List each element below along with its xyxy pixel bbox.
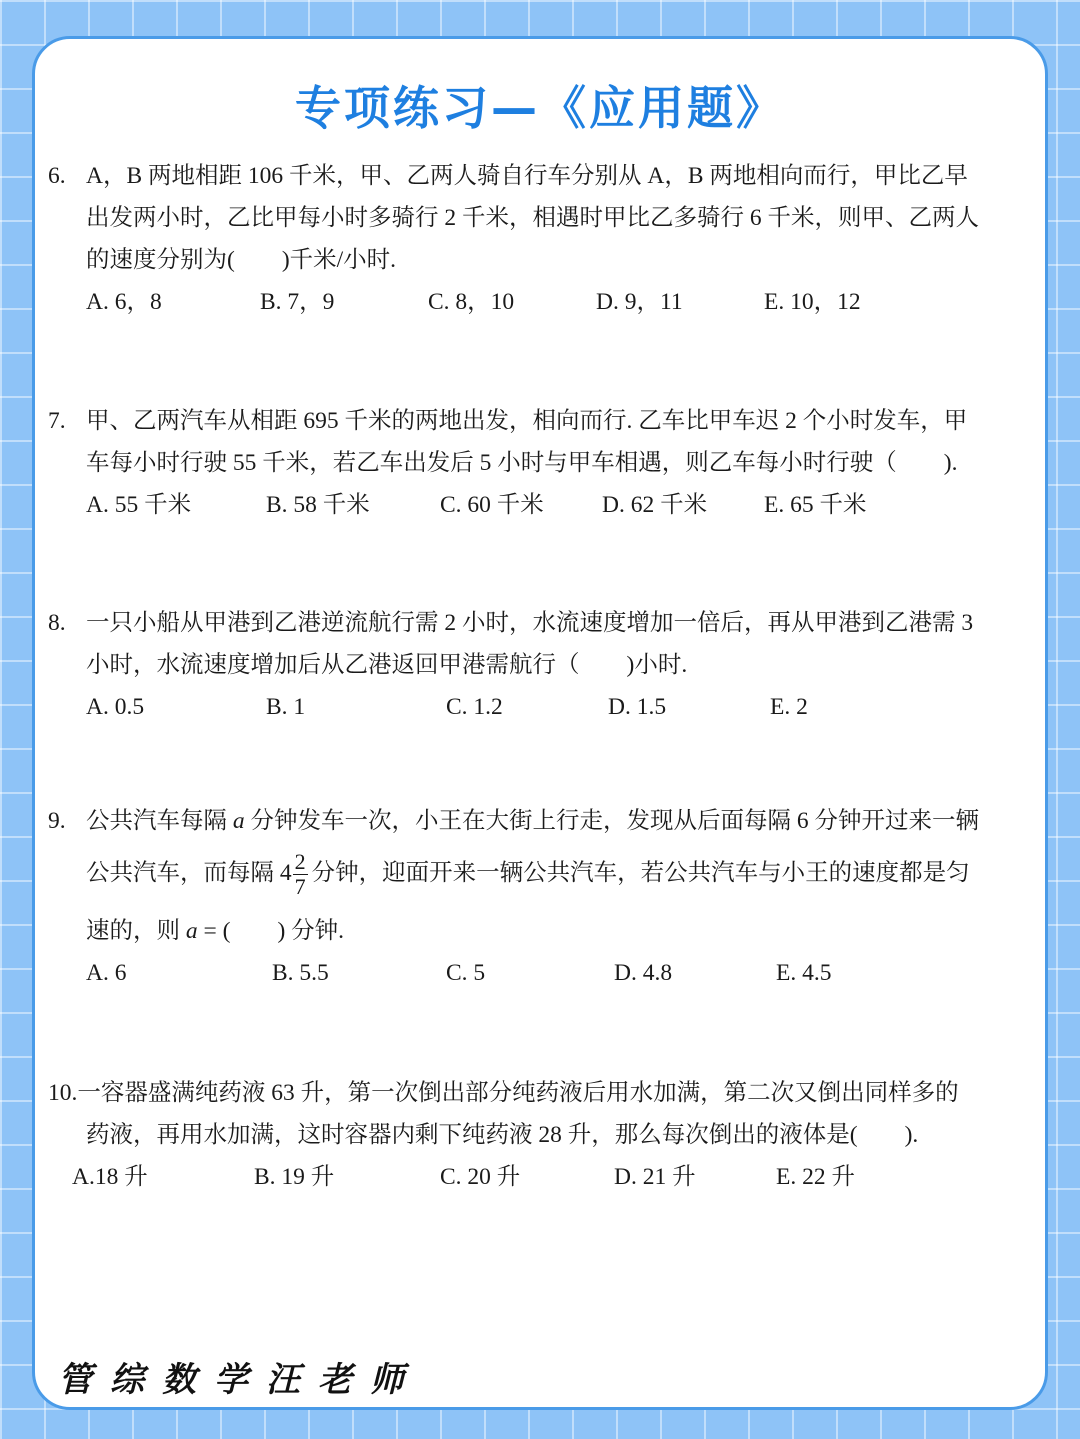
- question-number: 8.: [48, 610, 66, 636]
- option-b[interactable]: B. 7，9: [260, 289, 335, 315]
- options-row: [48, 952, 1038, 994]
- question-text-line: 药液，再用水加满，这时容器内剩下纯药液 28 升，那么每次倒出的液体是( ).: [86, 1122, 919, 1148]
- option-a[interactable]: A. 6: [86, 960, 127, 986]
- question-7: [48, 400, 1038, 526]
- question-number: 10.: [48, 1080, 78, 1106]
- options-row: [48, 1156, 1038, 1198]
- question-text-part: 速的，则: [86, 918, 186, 944]
- option-e[interactable]: E. 2: [770, 694, 808, 720]
- question-text-part: = ( ) 分钟.: [197, 918, 345, 944]
- option-a[interactable]: A. 0.5: [86, 694, 145, 720]
- question-text-line: 小时，水流速度增加后从乙港返回甲港需航行（ )小时.: [86, 652, 688, 678]
- option-c[interactable]: C. 1.2: [446, 694, 503, 720]
- fraction: [293, 850, 308, 899]
- option-d[interactable]: D. 4.8: [614, 960, 673, 986]
- option-e[interactable]: E. 10，12: [764, 289, 861, 315]
- option-b[interactable]: B. 1: [266, 694, 306, 720]
- author-signature: 管综数学汪老师: [58, 1360, 422, 1400]
- question-text-line: 一容器盛满纯药液 63 升，第一次倒出部分纯药液后用水加满，第二次又倒出同样多的: [77, 1080, 959, 1106]
- question-text-part: 公共汽车，而每隔 4: [86, 860, 292, 886]
- question-text-part: 公共汽车每隔: [86, 808, 233, 834]
- question-9: [48, 800, 1038, 994]
- question-number: 7.: [48, 408, 66, 434]
- question-text-line: 车每小时行驶 55 千米，若乙车出发后 5 小时与甲车相遇，则乙车每小时行驶（ ).: [86, 450, 958, 476]
- question-6: [48, 155, 1038, 323]
- option-e[interactable]: E. 22 升: [776, 1164, 855, 1190]
- question-text-part: 分钟发车一次，小王在大街上行走，发现从后面每隔 6 分钟开过来一辆: [244, 808, 979, 834]
- option-e[interactable]: E. 4.5: [776, 960, 832, 986]
- option-c[interactable]: C. 5: [446, 960, 486, 986]
- option-d[interactable]: D. 21 升: [614, 1164, 696, 1190]
- fraction-denominator: 7: [294, 874, 306, 900]
- variable-a: a: [232, 808, 245, 834]
- question-text-line: 的速度分别为( )千米/小时.: [86, 247, 397, 273]
- option-b[interactable]: B. 19 升: [254, 1164, 335, 1190]
- question-number: 9.: [48, 808, 66, 834]
- option-a[interactable]: A. 6，8: [86, 289, 162, 315]
- option-a[interactable]: A.18 升: [72, 1164, 148, 1190]
- page-title: 专项练习—《应用题》: [295, 81, 785, 135]
- option-b[interactable]: B. 5.5: [272, 960, 329, 986]
- option-d[interactable]: D. 9，11: [596, 289, 683, 315]
- option-c[interactable]: C. 8，10: [428, 289, 515, 315]
- question-text-part: 分钟，迎面开来一辆公共汽车，若公共汽车与小王的速度都是匀: [311, 860, 970, 886]
- options-row: [48, 484, 1038, 526]
- option-b[interactable]: B. 58 千米: [266, 492, 370, 518]
- question-text-line: A，B 两地相距 106 千米，甲、乙两人骑自行车分别从 A，B 两地相向而行，甲比乙早: [86, 163, 968, 189]
- option-a[interactable]: A. 55 千米: [86, 492, 192, 518]
- question-text-line: 一只小船从甲港到乙港逆流航行需 2 小时，水流速度增加一倍后，再从甲港到乙港需 3: [86, 610, 974, 636]
- option-d[interactable]: D. 1.5: [608, 694, 667, 720]
- option-c[interactable]: C. 20 升: [440, 1164, 521, 1190]
- question-10: [48, 1072, 1038, 1198]
- options-row: [48, 686, 1038, 728]
- option-c[interactable]: C. 60 千米: [440, 492, 544, 518]
- question-number: 6.: [48, 163, 66, 189]
- option-d[interactable]: D. 62 千米: [602, 492, 708, 518]
- question-8: [48, 602, 1038, 728]
- fraction-numerator: 2: [294, 849, 306, 875]
- option-e[interactable]: E. 65 千米: [764, 492, 867, 518]
- variable-a: a: [185, 918, 198, 944]
- question-text-line: 甲、乙两汽车从相距 695 千米的两地出发，相向而行. 乙车比甲车迟 2 个小时发车，甲: [86, 408, 968, 434]
- question-text-line: 出发两小时，乙比甲每小时多骑行 2 千米，相遇时甲比乙多骑行 6 千米，则甲、乙两人: [86, 205, 979, 231]
- options-row: [48, 281, 1038, 323]
